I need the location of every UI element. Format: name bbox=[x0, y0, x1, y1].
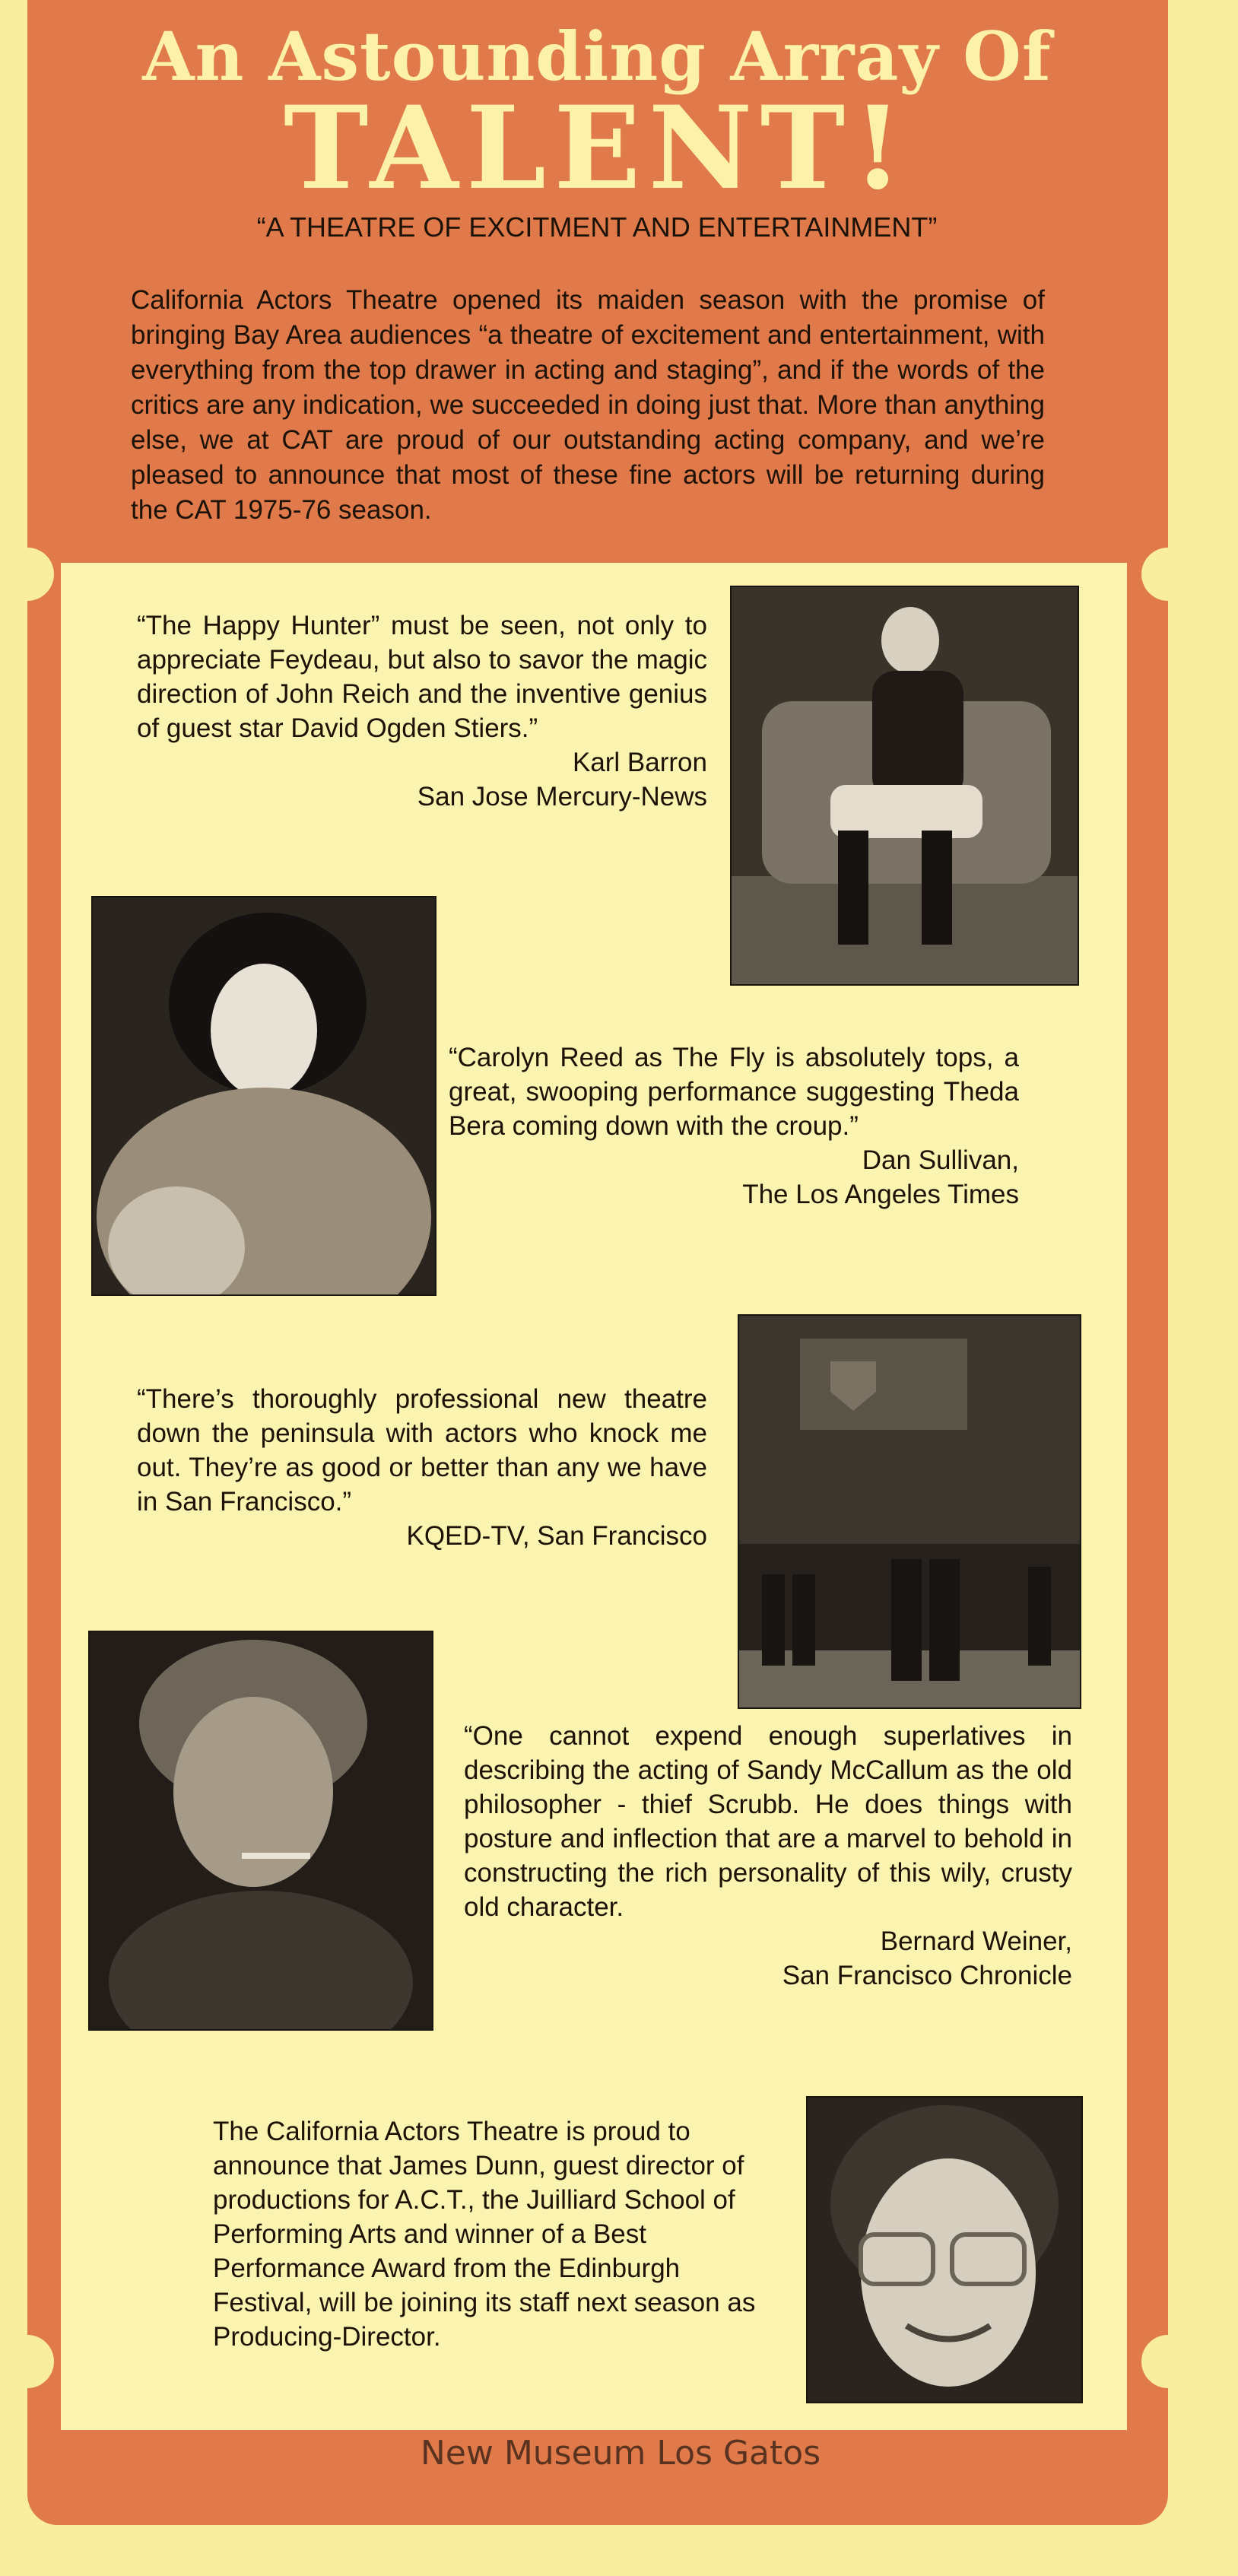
quote-block-4 bbox=[464, 1719, 1072, 1993]
footer-credit: New Museum Los Gatos bbox=[420, 2434, 821, 2473]
quote-author: KQED-TV, San Francisco bbox=[406, 1521, 707, 1551]
quote-author: Bernard Weiner, bbox=[880, 1926, 1072, 1956]
quote-source: San Francisco Chronicle bbox=[782, 1961, 1072, 1990]
quote-author: Karl Barron bbox=[572, 748, 707, 777]
quote-block-2 bbox=[449, 1040, 1019, 1212]
quote-text: “Carolyn Reed as The Fly is absolutely tops, a great, swooping performance suggesting Theda Bera coming down with the croup.” bbox=[449, 1043, 1019, 1141]
quote-text: “One cannot expend enough superlatives in describing the acting of Sandy McCallum as the old philosopher - thief Scrubb. He does things with posture and inflection that are a marvel to behold in constructing the rich personality of this wily, crusty old character. bbox=[464, 1721, 1072, 1922]
announcement-block bbox=[213, 2114, 783, 2354]
quotes-panel bbox=[61, 563, 1127, 2430]
frame-notch bbox=[1141, 2335, 1195, 2388]
quote-text: “The Happy Hunter” must be seen, not only to appreciate Feydeau, but also to savor the magic direction of John Reich and the inventive genius of guest star David Ogden Stiers.” bbox=[137, 611, 707, 743]
photo-old-man-smoking bbox=[88, 1631, 433, 2031]
quote-source: San Jose Mercury-News bbox=[417, 782, 707, 812]
intro-paragraph: California Actors Theatre opened its maiden season with the promise of bringing Bay Area audiences “a theatre of excitement and entertainment, with everything from the top drawer in acting and staging”, and if the words of the critics are any indication, we succeeded in doing just that. More than anything else, we at CAT are proud of our outstanding acting company, and we’re pleased to announce that most of these fine actors will be returning during the CAT 1975-76 season. bbox=[131, 285, 1045, 525]
tagline: “A THEATRE OF EXCITMENT AND ENTERTAINMENT” bbox=[256, 211, 938, 243]
quote-block-3 bbox=[137, 1382, 707, 1553]
photo-actress-in-fur bbox=[91, 896, 436, 1296]
announcement-text: The California Actors Theatre is proud to announce that James Dunn, guest director of productions for A.C.T., the Juilliard School of Performing Arts and winner of a Best Performance Award from the Edinburgh Festival, will be joining its staff next season as Producing-Director. bbox=[213, 2117, 756, 2352]
quote-author: Dan Sullivan, bbox=[862, 1145, 1019, 1175]
quote-source: The Los Angeles Times bbox=[742, 1180, 1019, 1209]
headline-line-2: TALENT! bbox=[283, 81, 911, 215]
quote-block-1 bbox=[137, 608, 707, 814]
frame-notch bbox=[1, 548, 54, 601]
headline-line-1: An Astounding Array Of bbox=[142, 17, 1052, 96]
photo-street-scene bbox=[738, 1314, 1081, 1709]
frame-notch bbox=[1, 2335, 54, 2388]
photo-james-dunn bbox=[806, 2096, 1083, 2403]
quote-text: “There’s thoroughly professional new theatre down the peninsula with actors who knock me out. They’re as good or better than any we have in San Francisco.” bbox=[137, 1384, 707, 1517]
frame-notch bbox=[1141, 548, 1195, 601]
photo-actor-on-sofa bbox=[730, 586, 1079, 986]
